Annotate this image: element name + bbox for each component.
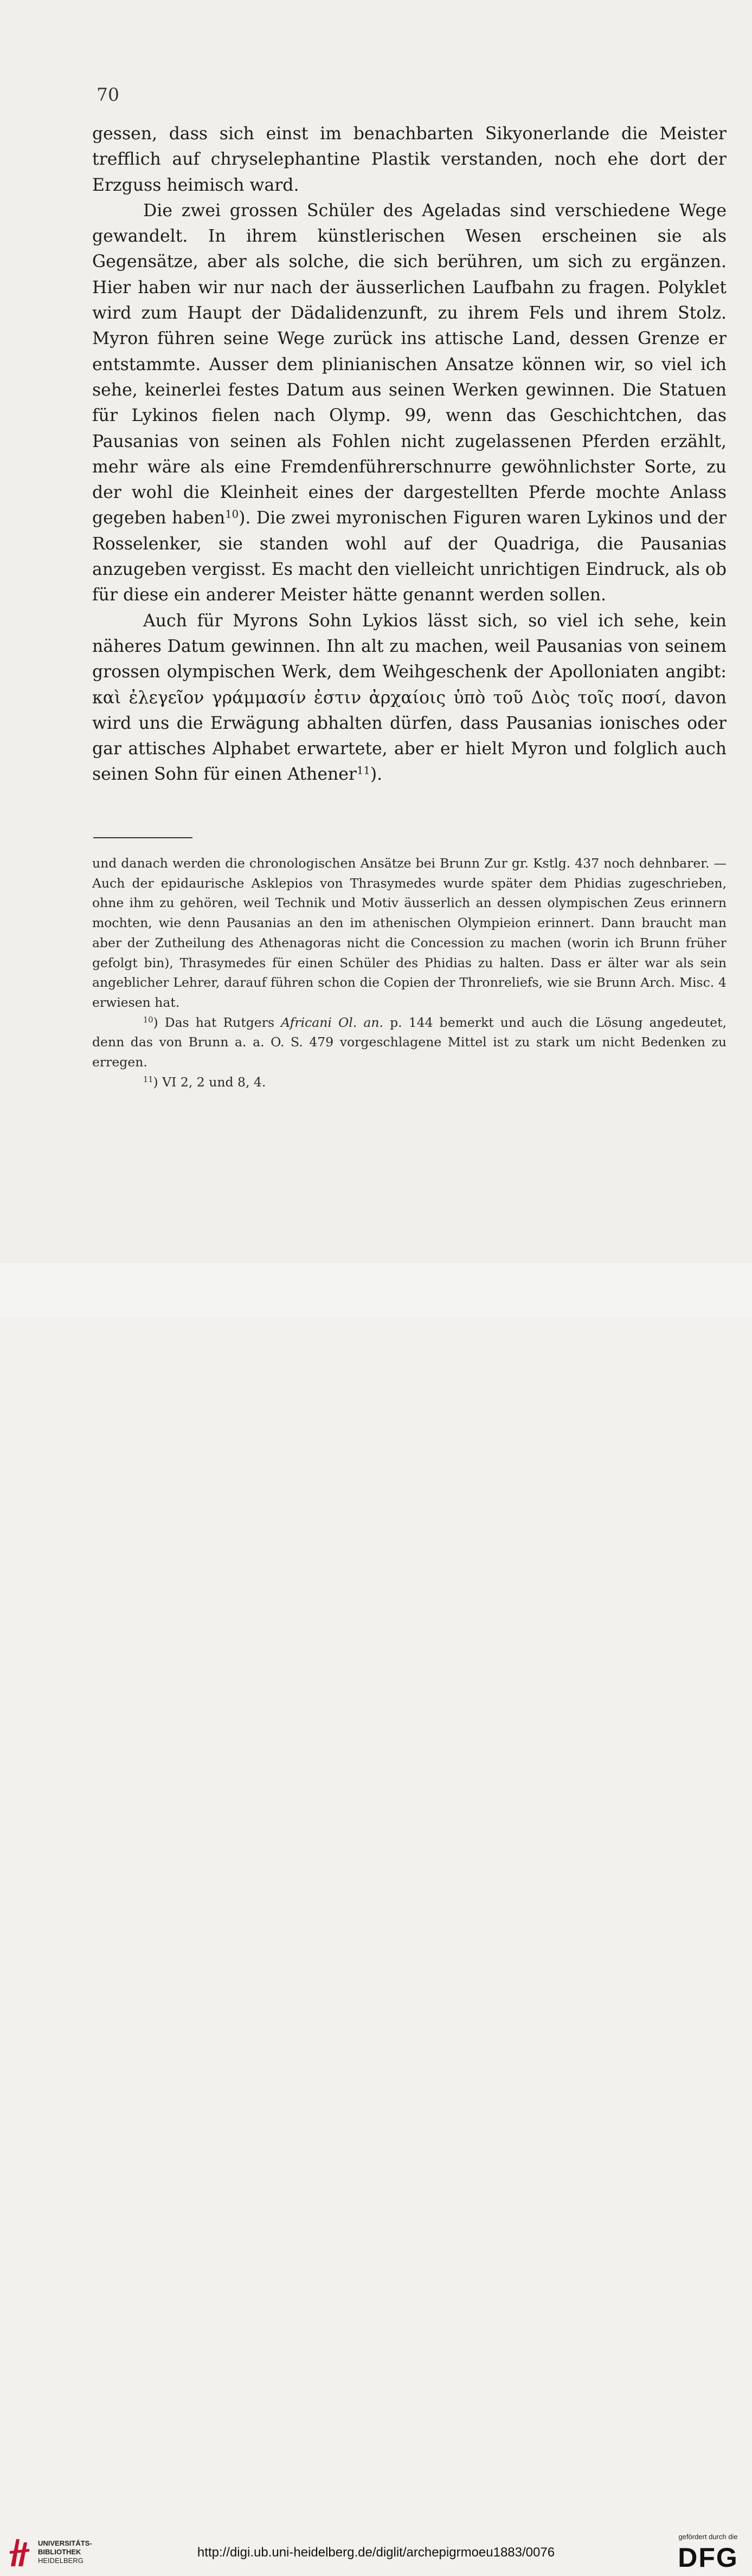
- library-name-line2: BIBLIOTHEK: [38, 2548, 81, 2556]
- library-name-line1: UNIVERSITÄTS-: [38, 2539, 92, 2547]
- footnote-continuation: und danach werden die chronologischen Ansätze bei Brunn Zur gr. Kstlg. 437 noch dehnbarer. — Auch der epidaurische Asklepios von Thrasymedes wurde später dem Phidias zugeschrieben, ohne ihm zu gehören, weil Technik und Motiv äusserlich an dessen olympischen Zeus erinnern mochten, wie denn Pausanias an den im athenischen Olympieion erinnert. Dann braucht man aber der Zutheilung des Athenagoras nicht die Concession zu machen (worin ich Brunn früher gefolgt bin), Thrasymedes für einen Schüler des Phidias zu halten. Dass er älter war als sein angeblicher Lehrer, darauf führen schon die Copien der Thronreliefs, wie sie Brunn Arch. Misc. 4 erwiesen hat.: [92, 856, 727, 1010]
- page-number: 70: [97, 84, 119, 105]
- main-text: [92, 121, 727, 788]
- footnote-11: $^{11}$) VI 2, 2 und 8, 4.: [143, 1074, 266, 1090]
- funded-by-label: gefördert durch die: [678, 2533, 738, 2541]
- footnote-ref-11[interactable]: 11: [356, 764, 370, 777]
- footnote-divider: [93, 837, 192, 838]
- paragraph-1: gessen, dass sich einst im benachbarten Sikyonerlande die Meister trefflich auf chryselephantine Plastik verstanden, noch ehe dort der Erzguss heimisch ward.: [92, 124, 727, 195]
- paragraph-3: Auch für Myrons Sohn Lykios lässt sich, so viel ich sehe, kein näheres Datum gewinnen. Ihn alt zu machen, weil Pausanias von seinem grossen olympischen Werk, dem Weihgeschenk der Apolloniaten angibt: καὶ ἐλεγεῖον γράμμασίν ἐστιν ἀρχαίοις ὑπὸ τοῦ Διὸς τοῖς ποσί, davon wird uns die Erwägung abhalten dürfen, dass Pausanias ionisches oder gar attisches Alphabet erwartete, aber er hielt Myron und folglich auch seinen Sohn für einen Athener$^{11}$).: [92, 611, 727, 785]
- footnote-10: $^{10}$) Das hat Rutgers Africani Ol. an. p. 144 bemerkt und auch die Lösung angedeutet, denn das von Brunn a. a. O. S. 479 vorgeschlagene Mittel ist zu stark um nicht Bedenken zu erregen.: [92, 1014, 727, 1070]
- scanned-page: [0, 0, 752, 1263]
- footnotes: [92, 853, 727, 1092]
- dfg-funding-logo[interactable]: [670, 2533, 746, 2576]
- dfg-logo: DFG: [678, 2542, 738, 2573]
- paragraph-2: Die zwei grossen Schüler des Ageladas sind verschiedene Wege gewandelt. In ihrem künstlerischen Wesen erscheinen sie als Gegensätze, aber als solche, die sich berühren, um sich zu ergänzen. Hier haben wir nur nach der äusserlichen Laufbahn zu fragen. Polyklet wird zum Haupt der Dädalidenzunft, zu ihrem Fels und ihrem Stolz. Myron führen seine Wege zurück ins attische Land, dessen Grenze er entstammte. Ausser dem plinianischen Ansatze können wir, so viel ich sehe, keinerlei festes Datum aus seinen Werken gewinnen. Die Statuen für Lykinos fielen nach Olymp. 99, wenn das Geschichtchen, das Pausanias von seinen als Fohlen nicht zugelassenen Pferden erzählt, mehr wäre als eine Fremdenführerschnurre gewöhnlichster Sorte, zu der wohl die Kleinheit eines der dargestellten Pferde mochte Anlass gegeben haben$^{10}$). Die zwei myronischen Figuren waren Lykinos und der Rosselenker, sie standen wohl auf der Quadriga, die Pausanias anzugeben vergisst. Es macht den vielleicht unrichtigen Eindruck, als ob für diese ein anderer Meister hätte genannt werden sollen.: [92, 200, 727, 605]
- footnote-ref-10[interactable]: 10: [225, 508, 239, 521]
- viewer-footer: [0, 1263, 752, 2573]
- permalink-url[interactable]: http://digi.ub.uni-heidelberg.de/diglit/archepigrmoeu1883/0076: [197, 2545, 555, 2560]
- library-name-line3: HEIDELBERG: [38, 2556, 83, 2565]
